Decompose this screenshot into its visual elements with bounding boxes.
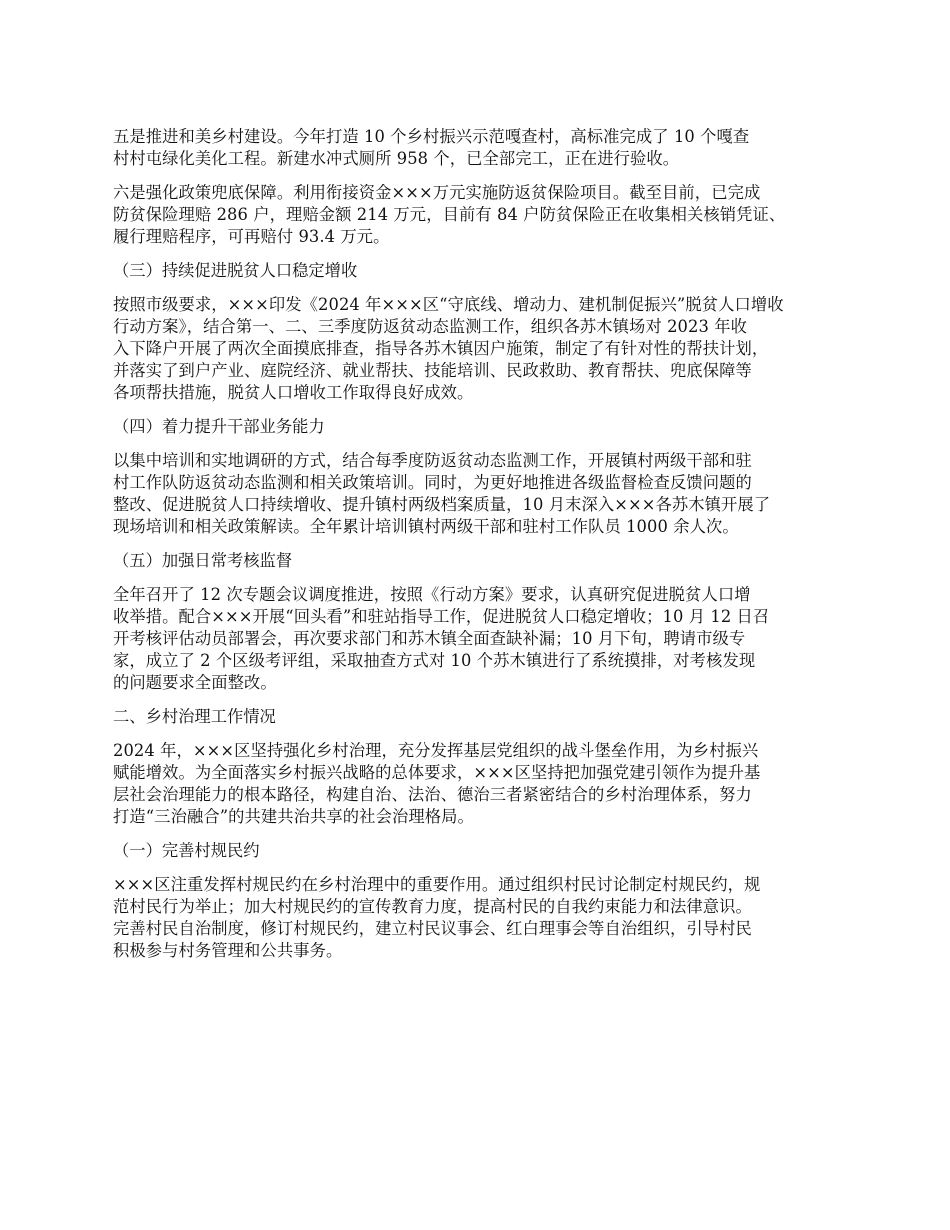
paragraph-assessment-supervision bbox=[113, 584, 843, 694]
text-line: 的问题要求全面整改。 bbox=[113, 673, 277, 692]
text-line: 整改、促进脱贫人口持续增收、提升镇村两级档案质量，10 月末深入×××各苏木镇开展了 bbox=[113, 495, 771, 514]
heading-text: 二、乡村治理工作情况 bbox=[113, 707, 276, 726]
heading-text: （一）完善村规民约 bbox=[113, 841, 260, 860]
text-line: 家，成立了 2 个区级考评组，采取抽查方式对 10 个苏木镇进行了系统摸排，对考核发现 bbox=[113, 651, 756, 670]
text-line: 完善村民自治制度，修订村规民约，建立村民议事会、红白理事会等自治组织，引导村民 bbox=[113, 919, 752, 938]
text-line: 开考核评估动员部署会，再次要求部门和苏木镇全面查缺补漏；10 月下旬，聘请市级专 bbox=[113, 629, 746, 648]
text-line: 以集中培训和实地调研的方式，结合每季度防返贫动态监测工作，开展镇村两级干部和驻 bbox=[113, 451, 752, 470]
text-line: 收举措。配合×××开展“回头看”和驻站指导工作，促进脱贫人口稳定增收；10 月 12 日召 bbox=[113, 607, 770, 626]
text-line: 行动方案》，结合第一、二、三季度防返贫动态监测工作，组织各苏木镇场对 2023 年收 bbox=[113, 317, 747, 336]
text-line: 村村屯绿化美化工程。新建水冲式厕所 958 个，已全部完工，正在进行验收。 bbox=[113, 149, 680, 168]
text-line: 层社会治理能力的根本路径，构建自治、法治、德治三者紧密结合的乡村治理体系，努力 bbox=[113, 785, 752, 804]
heading-text: （三）持续促进脱贫人口稳定增收 bbox=[113, 261, 358, 280]
heading-text: （五）加强日常考核监督 bbox=[113, 551, 293, 570]
text-line: 履行理赔程序，可再赔付 93.4 万元。 bbox=[113, 227, 390, 246]
text-line: 防贫保险理赔 286 户，理赔金额 214 万元，目前有 84 户防贫保险正在收集相关核销凭证、 bbox=[113, 205, 786, 224]
section-heading bbox=[113, 416, 843, 438]
text-line: ×××区注重发挥村规民约在乡村治理中的重要作用。通过组织村民讨论制定村规民约，规 bbox=[113, 875, 761, 894]
text-line: 范村民行为举止；加大村规民约的宣传教育力度，提高村民的自我约束能力和法律意识。 bbox=[113, 897, 752, 916]
text-line: 打造“三治融合”的共建共治共享的社会治理格局。 bbox=[113, 807, 474, 826]
paragraph-rural-governance bbox=[113, 740, 843, 828]
paragraph-beautiful-village bbox=[113, 126, 843, 170]
text-line: 并落实了到户产业、庭院经济、就业帮扶、技能培训、民政救助、教育帮扶、兜底保障等 bbox=[113, 361, 752, 380]
text-line: 现场培训和相关政策解读。全年累计培训镇村两级干部和驻村工作队员 1000 余人次。 bbox=[113, 517, 739, 536]
text-line: 五是推进和美乡村建设。今年打造 10 个乡村振兴示范嘎查村，高标准完成了 10 个嘎查 bbox=[113, 127, 750, 146]
chapter-heading bbox=[113, 706, 843, 728]
text-line: 村工作队防返贫动态监测和相关政策培训。同时，为更好地推进各级监督检查反馈问题的 bbox=[113, 473, 752, 492]
section-heading bbox=[113, 840, 843, 862]
text-line: 2024 年，×××区坚持强化乡村治理，充分发挥基层党组织的战斗堡垒作用，为乡村振兴 bbox=[113, 741, 759, 760]
heading-text: （四）着力提升干部业务能力 bbox=[113, 417, 325, 436]
text-line: 全年召开了 12 次专题会议调度推进，按照《行动方案》要求，认真研究促进脱贫人口增 bbox=[113, 585, 751, 604]
section-heading bbox=[113, 260, 843, 282]
text-line: 各项帮扶措施，脱贫人口增收工作取得良好成效。 bbox=[113, 383, 474, 402]
text-line: 赋能增效。为全面落实乡村振兴战略的总体要求，×××区坚持把加强党建引领作为提升基 bbox=[113, 763, 761, 782]
document-body bbox=[113, 126, 843, 974]
text-line: 按照市级要求，×××印发《2024 年×××区“守底线、增动力、建机制促振兴”脱贫人口增收 bbox=[113, 295, 784, 314]
paragraph-village-rules bbox=[113, 874, 843, 962]
paragraph-income-increase bbox=[113, 294, 843, 404]
text-line: 入下降户开展了两次全面摸底排查，指导各苏木镇因户施策，制定了有针对性的帮扶计划， bbox=[113, 339, 769, 358]
paragraph-policy-guarantee bbox=[113, 182, 843, 248]
text-line: 积极参与村务管理和公共事务。 bbox=[113, 941, 343, 960]
section-heading bbox=[113, 550, 843, 572]
text-line: 六是强化政策兜底保障。利用衔接资金×××万元实施防返贫保险项目。截至目前，已完成 bbox=[113, 183, 761, 202]
paragraph-cadre-training bbox=[113, 450, 843, 538]
